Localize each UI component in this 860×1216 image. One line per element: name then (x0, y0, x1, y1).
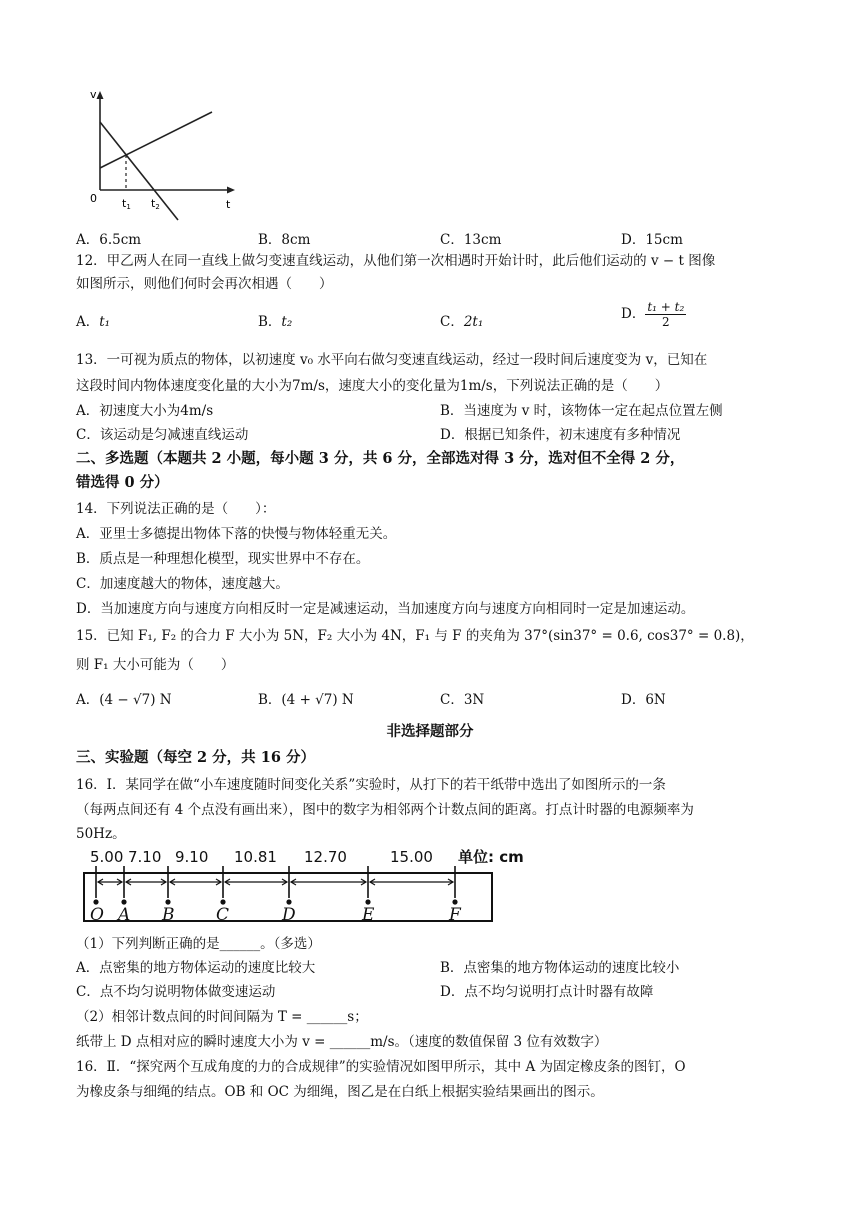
q14-option-d: D．当加速度方向与速度方向相反时一定是减速运动，当加速度方向与速度方向相同时一定是加速运动。 (76, 601, 695, 617)
t2-label: t2 (151, 197, 160, 211)
nonchoice-title: 非选择题部分 (386, 723, 474, 740)
q15-option-c: C．3N (440, 692, 485, 708)
q11-option-a: A．6.5cm (76, 232, 142, 248)
axis-v-label: v (90, 88, 97, 101)
origin-label: 0 (90, 192, 97, 205)
q16-sub1-option-b: B．点密集的地方物体运动的速度比较小 (440, 960, 680, 976)
q12-option-a: A．t₁ (76, 314, 111, 330)
distance-bc: 9.10 (175, 848, 209, 866)
q11-option-d: D．15cm (621, 232, 683, 248)
line-yi (100, 112, 212, 168)
section2-heading-line1: 二、多选题（本题共 2 小题，每小题 3 分，共 6 分，全部选对得 3 分，选对但不全得 2 分， (76, 450, 685, 467)
q13-option-c: C．该运动是匀减速直线运动 (76, 427, 249, 443)
q13-option-d: D．根据已知条件，初末速度有多种情况 (440, 427, 681, 443)
q16a-line2: （每两点间还有 4 个点没有画出来），图中的数字为相邻两个计数点间的距离。打点计时器的电源频率为 (76, 802, 694, 818)
q12-stem-line2: 如图所示，则他们何时会再次相遇（ ） (76, 276, 333, 292)
q12-stem-line1: 12．甲乙两人在同一直线上做匀变速直线运动，从他们第一次相遇时开始计时，此后他们运动的 v − t 图像 (76, 253, 716, 269)
q12-option-d: D． $\frac{\text{t₁ + t₂}}{2}$ (621, 300, 685, 329)
distance-ef: 15.00 (390, 848, 433, 866)
q16-sub1-option-a: A．点密集的地方物体运动的速度比较大 (76, 960, 316, 976)
q16-sub1-stem: （1）下列判断正确的是______。（多选） (76, 936, 321, 952)
distance-ab: 7.10 (128, 848, 162, 866)
q16b-line2: 为橡皮条与细绳的结点。OB 和 OC 为细绳，图乙是在白纸上根据实验结果画出的图示。 (76, 1084, 604, 1100)
q13-stem-line2: 这段时间内物体速度变化量的大小为7m/s，速度大小的变化量为1m/s，下列说法正确的是（ ） (76, 378, 669, 394)
distance-oa: 5.00 (90, 848, 124, 866)
point-f: F (449, 905, 461, 925)
t1-label: t1 (122, 197, 131, 211)
q14-stem: 14．下列说法正确的是（ ）： (76, 501, 276, 517)
section3-heading: 三、实验题（每空 2 分，共 16 分） (76, 749, 315, 766)
point-a: A (118, 905, 131, 925)
point-o: O (90, 905, 104, 925)
q14-option-c: C．加速度越大的物体，速度越大。 (76, 576, 289, 592)
tape-unit: 单位: cm (458, 848, 524, 866)
q15-stem-line1: 15．已知 F₁, F₂ 的合力 F 大小为 5N，F₂ 大小为 4N，F₁ 与 F 的夹角为 37°(sin37° = 0.6, cos37° = 0.8)， (76, 628, 754, 644)
section2-heading-line2: 错选得 0 分） (76, 474, 169, 491)
q14-option-a: A．亚里士多德提出物体下落的快慢与物体轻重无关。 (76, 526, 397, 542)
q15-option-b: B．(4 + √7) N (258, 692, 354, 708)
point-c: C (216, 905, 230, 925)
distance-de: 12.70 (304, 848, 347, 866)
point-d: D (282, 905, 296, 925)
axis-t-label: t (226, 198, 231, 211)
q15-option-d: D．6N (621, 692, 666, 708)
q16a-line1: 16．Ⅰ．某同学在做“小车速度随时间变化关系”实验时，从打下的若干纸带中选出了如图所示的一条 (76, 777, 666, 793)
q11-option-c: C．13cm (440, 232, 502, 248)
q16-sub2-line2: 纸带上 D 点相对应的瞬时速度大小为 v = ______m/s。（速度的数值保留 3 位有效数字） (76, 1034, 608, 1050)
q13-option-b: B．当速度为 v 时，该物体一定在起点位置左侧 (440, 403, 723, 419)
distance-cd: 10.81 (234, 848, 277, 866)
paper-tape-figure (82, 846, 552, 936)
q16b-line1: 16．Ⅱ．“探究两个互成角度的力的合成规律”的实验情况如图甲所示，其中 A 为固定橡皮条的图钉，O (76, 1059, 686, 1075)
q16a-line3: 50Hz。 (76, 826, 126, 842)
q16-sub1-option-d: D．点不均匀说明打点计时器有故障 (440, 984, 654, 1000)
q13-option-a: A．初速度大小为4m/s (76, 403, 214, 419)
q11-option-b: B．8cm (258, 232, 311, 248)
q15-stem-line2: 则 F₁ 大小可能为（ ） (76, 657, 235, 673)
q12-option-b: B．t₂ (258, 314, 293, 330)
q14-option-b: B．质点是一种理想化模型，现实世界中不存在。 (76, 551, 370, 567)
line-jia (100, 122, 178, 220)
q12-option-c: C．2t₁ (440, 314, 484, 330)
q15-option-a: A．(4 − √7) N (76, 692, 172, 708)
q16-sub1-option-c: C．点不均匀说明物体做变速运动 (76, 984, 276, 1000)
q16-sub2-line1: （2）相邻计数点间的时间间隔为 T = ______s； (76, 1009, 368, 1025)
vt-graph (80, 86, 240, 221)
q13-stem-line1: 13．一可视为质点的物体，以初速度 v₀ 水平向右做匀变速直线运动，经过一段时间后速度变为 v，已知在 (76, 352, 708, 368)
point-b: B (162, 905, 175, 925)
point-e: E (362, 905, 375, 925)
